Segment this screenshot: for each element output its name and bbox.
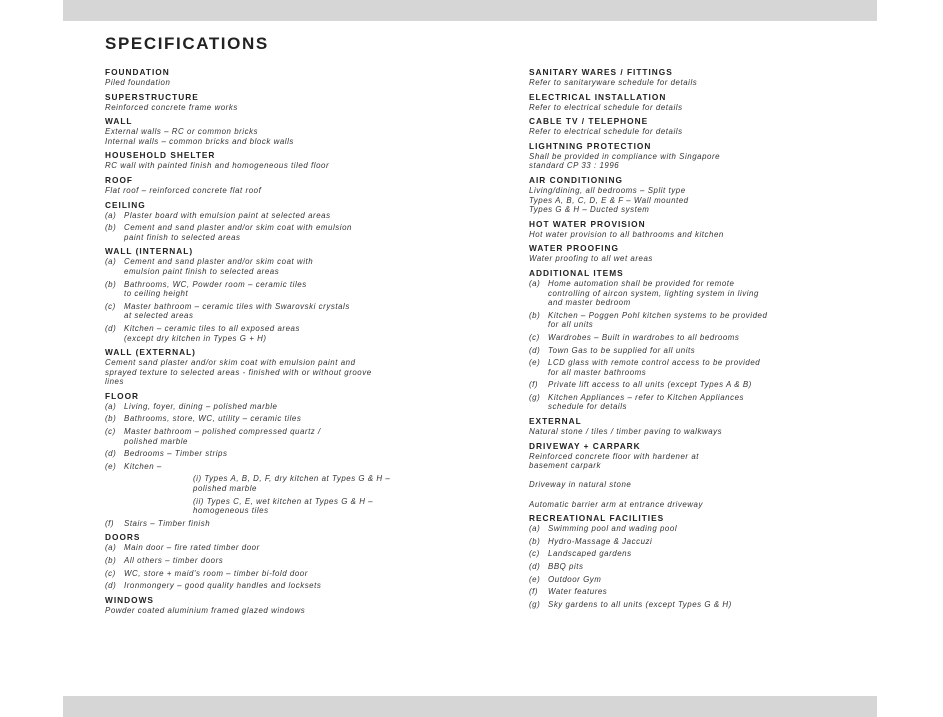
spec-line: All others – timber doors [124, 556, 224, 565]
spec-line: Driveway in natural stone [529, 480, 632, 490]
spec-item [105, 211, 485, 221]
spec-item [529, 393, 909, 412]
item-marker: (b) [105, 223, 117, 233]
item-marker: (d) [529, 345, 541, 355]
item-marker: (e) [529, 574, 541, 584]
section-heading: CABLE TV / TELEPHONE [529, 116, 649, 127]
item-marker: (f) [529, 380, 539, 390]
spec-item [105, 462, 485, 472]
item-marker: (g) [529, 392, 541, 402]
spec-section-air-conditioning [529, 175, 909, 215]
spec-line: Sky gardens to all units (except Types G & H) [548, 599, 732, 609]
item-marker: (d) [105, 449, 117, 459]
item-marker: (a) [105, 401, 117, 411]
spec-line: Cement and sand plaster and/or skim coat with [124, 257, 314, 267]
spec-item [529, 311, 909, 330]
spec-section-wall-external [105, 347, 485, 387]
spec-section-driveway-carpark [529, 441, 909, 510]
item-marker: (b) [529, 536, 541, 546]
spec-line: Kitchen – [124, 461, 162, 471]
section-heading: SANITARY WARES / FITTINGS [529, 67, 673, 77]
spec-line: LCD glass with remote control access to be provided [548, 358, 761, 368]
section-heading: FLOOR [105, 390, 140, 401]
spec-line: Kitchen – ceramic tiles to all exposed areas [124, 323, 300, 333]
spec-line: polished marble [193, 484, 257, 494]
spec-line: Living/dining, all bedrooms – Split type [529, 185, 686, 195]
item-marker: (d) [529, 562, 541, 571]
spec-item [105, 302, 485, 321]
spec-line: controlling of aircon system, lighting system in living [548, 288, 759, 298]
left-column [105, 67, 485, 619]
spec-item [529, 380, 909, 390]
spec-line: Home automation shall be provided for remote [548, 278, 735, 288]
spec-line: Bathrooms, WC, Powder room – ceramic tiles [124, 279, 307, 289]
spec-section-sanitary-wares-fittings [529, 67, 909, 88]
top-scan-band [63, 0, 877, 21]
spec-line: Swimming pool and wading pool [548, 524, 678, 534]
spec-line: Master bathroom – polished compressed quartz / [124, 427, 321, 437]
section-heading: ADDITIONAL ITEMS [529, 267, 624, 278]
spec-item [529, 537, 909, 547]
spec-section-electrical-installation [529, 92, 909, 113]
spec-line: (i) Types A, B, D, F, dry kitchen at Types G & H – [193, 474, 391, 484]
spec-line: Cement sand plaster and/or skim coat with emulsion paint and [105, 358, 356, 368]
section-heading: WALL (INTERNAL) [105, 246, 194, 257]
section-heading: WATER PROOFING [529, 243, 619, 254]
item-marker: (g) [529, 599, 541, 609]
section-heading: ROOF [105, 174, 133, 185]
spec-line: (except dry kitchen in Types G + H) [124, 333, 267, 343]
spec-line: Refer to sanitaryware schedule for details [529, 78, 698, 87]
spec-section-water-proofing [529, 243, 909, 264]
spec-item [105, 324, 485, 343]
spec-line: Landscaped gardens [548, 549, 632, 559]
item-marker: (a) [105, 210, 117, 220]
spec-line: standard CP 33 : 1996 [529, 161, 620, 171]
spec-line: WC, store + maid's room – timber bi-fold door [124, 568, 308, 578]
item-marker: (c) [105, 427, 116, 437]
spec-line: Shall be provided in compliance with Singapore [529, 151, 721, 161]
spec-line: BBQ pits [548, 562, 584, 571]
item-marker: (e) [529, 358, 541, 368]
spec-line: for all master bathrooms [548, 367, 647, 377]
section-heading: WALL [105, 116, 133, 127]
spec-line: Kitchen – Poggen Pohl kitchen systems to be provided [548, 310, 768, 320]
spec-line: Water proofing to all wet areas [529, 254, 653, 264]
spec-line: Internal walls – common bricks and block walls [105, 136, 294, 146]
spec-line: Bedrooms – Timber strips [124, 449, 228, 459]
spec-item [105, 414, 485, 424]
section-heading: DRIVEWAY + CARPARK [529, 440, 641, 451]
spec-subitem [105, 474, 485, 493]
spec-line: Private lift access to all units (except Types A & B) [548, 380, 752, 390]
spec-line: lines [105, 377, 124, 387]
spec-item [105, 449, 485, 459]
page-title: SPECIFICATIONS [105, 34, 269, 53]
spec-item [105, 223, 485, 242]
spec-line: Refer to electrical schedule for details [529, 102, 683, 112]
spec-item [105, 569, 485, 579]
section-heading: SUPERSTRUCTURE [105, 91, 199, 102]
spec-line: Powder coated aluminium framed glazed windows [105, 605, 306, 615]
section-heading: HOUSEHOLD SHELTER [105, 150, 216, 161]
spec-section-superstructure [105, 92, 485, 113]
spec-section-roof [105, 175, 485, 196]
spec-line: at selected areas [124, 311, 194, 321]
spec-section-hot-water-provision [529, 219, 909, 240]
spec-line: Plaster board with emulsion paint at selected areas [124, 210, 331, 220]
right-column [529, 67, 909, 613]
spec-line: emulsion paint finish to selected areas [124, 266, 280, 276]
spec-line: Town Gas to be supplied for all units [548, 345, 696, 355]
spec-section-ceiling [105, 200, 485, 243]
spec-item [529, 346, 909, 356]
spec-line [529, 490, 909, 500]
spec-line: Hydro-Massage & Jaccuzi [548, 536, 653, 546]
spec-item [105, 543, 485, 553]
section-heading: FOUNDATION [105, 67, 170, 77]
section-heading: WALL (EXTERNAL) [105, 347, 196, 358]
spec-line: Ironmongery – good quality handles and locksets [124, 581, 322, 591]
spec-line: Wardrobes – Built in wardrobes to all bedrooms [548, 332, 740, 342]
spec-section-recreational-facilities [529, 513, 909, 609]
spec-item [105, 556, 485, 566]
spec-line: External walls – RC or common bricks [105, 127, 259, 137]
spec-item [529, 600, 909, 610]
item-marker: (a) [529, 524, 541, 534]
spec-section-doors [105, 532, 485, 590]
spec-line: Cement and sand plaster and/or skim coat with emulsion [124, 223, 352, 233]
item-marker: (a) [105, 543, 117, 553]
spec-item [529, 575, 909, 585]
section-heading: DOORS [105, 532, 141, 543]
spec-line: Bathrooms, store, WC, utility – ceramic tiles [124, 414, 302, 424]
item-marker: (c) [105, 301, 116, 311]
item-marker: (b) [105, 556, 117, 565]
spec-line: Reinforced concrete frame works [105, 102, 238, 112]
spec-line: Water features [548, 587, 608, 597]
spec-section-wall-internal [105, 246, 485, 343]
spec-line: Types A, B, C, D, E & F – Wall mounted [529, 195, 689, 205]
section-heading: HOT WATER PROVISION [529, 218, 646, 229]
spec-section-lightning-protection [529, 141, 909, 171]
spec-section-windows [105, 595, 485, 616]
spec-line: Master bathroom – ceramic tiles with Swarovski crystals [124, 301, 350, 311]
spec-line [529, 471, 909, 481]
item-marker: (a) [105, 257, 117, 267]
spec-line: and master bedroom [548, 298, 631, 308]
spec-line: Automatic barrier arm at entrance driveway [529, 499, 703, 509]
spec-line: Stairs – Timber finish [124, 518, 211, 528]
item-marker: (b) [105, 279, 117, 289]
item-marker: (c) [529, 549, 540, 559]
spec-line: for all units [548, 320, 594, 330]
spec-line: (ii) Types C, E, wet kitchen at Types G & H – [193, 496, 374, 506]
spec-item [529, 358, 909, 377]
section-heading: LIGHTNING PROTECTION [529, 140, 652, 151]
spec-line: to ceiling height [124, 289, 189, 299]
spec-item [105, 402, 485, 412]
spec-item [105, 581, 485, 591]
bottom-scan-band [63, 696, 877, 717]
spec-line: Flat roof – reinforced concrete flat roof [105, 185, 262, 195]
spec-line: homogeneous tiles [193, 506, 269, 516]
item-marker: (f) [529, 587, 539, 597]
spec-line: basement carpark [529, 461, 601, 471]
spec-line: Reinforced concrete floor with hardener at [529, 451, 700, 461]
spec-section-household-shelter [105, 150, 485, 171]
spec-item [529, 549, 909, 559]
spec-line: paint finish to selected areas [124, 232, 241, 242]
spec-line: Refer to electrical schedule for details [529, 127, 683, 137]
spec-item [105, 257, 485, 276]
spec-line: Kitchen Appliances – refer to Kitchen Appliances [548, 392, 745, 402]
spec-item [529, 587, 909, 597]
spec-section-additional-items [529, 268, 909, 412]
section-heading: EXTERNAL [529, 416, 582, 427]
spec-item [105, 280, 485, 299]
spec-line: Living, foyer, dining – polished marble [124, 401, 278, 411]
spec-section-wall [105, 116, 485, 146]
spec-section-external [529, 416, 909, 437]
spec-line: Outdoor Gym [548, 574, 602, 584]
item-marker: (f) [105, 518, 115, 528]
section-heading: ELECTRICAL INSTALLATION [529, 91, 667, 102]
spec-line: polished marble [124, 436, 188, 446]
spec-line: Natural stone / tiles / timber paving to walkways [529, 427, 723, 437]
spec-line: Types G & H – Ducted system [529, 205, 650, 215]
item-marker: (b) [105, 414, 117, 424]
spec-line: schedule for details [548, 402, 627, 412]
spec-section-foundation [105, 67, 485, 88]
spec-item [529, 524, 909, 534]
spec-item [105, 427, 485, 446]
spec-line: Main door – fire rated timber door [124, 543, 260, 553]
spec-item [105, 519, 485, 529]
spec-item [529, 279, 909, 308]
spec-item [529, 562, 909, 572]
spec-line: Hot water provision to all bathrooms and kitchen [529, 229, 724, 239]
item-marker: (b) [529, 310, 541, 320]
spec-subitem [105, 497, 485, 516]
section-heading: AIR CONDITIONING [529, 174, 623, 185]
spec-line: RC wall with painted finish and homogeneous tiled floor [105, 161, 330, 171]
section-heading: CEILING [105, 199, 146, 210]
item-marker: (c) [105, 568, 116, 578]
item-marker: (a) [529, 278, 541, 288]
item-marker: (c) [529, 332, 540, 342]
spec-item [529, 333, 909, 343]
spec-line: Piled foundation [105, 78, 171, 87]
section-heading: WINDOWS [105, 594, 154, 605]
item-marker: (e) [105, 461, 117, 471]
section-heading: RECREATIONAL FACILITIES [529, 513, 665, 524]
item-marker: (d) [105, 581, 117, 591]
spec-section-cable-tv-telephone [529, 116, 909, 137]
spec-line: sprayed texture to selected areas - finished with or without groove [105, 367, 372, 377]
item-marker: (d) [105, 323, 117, 333]
spec-section-floor [105, 391, 485, 529]
